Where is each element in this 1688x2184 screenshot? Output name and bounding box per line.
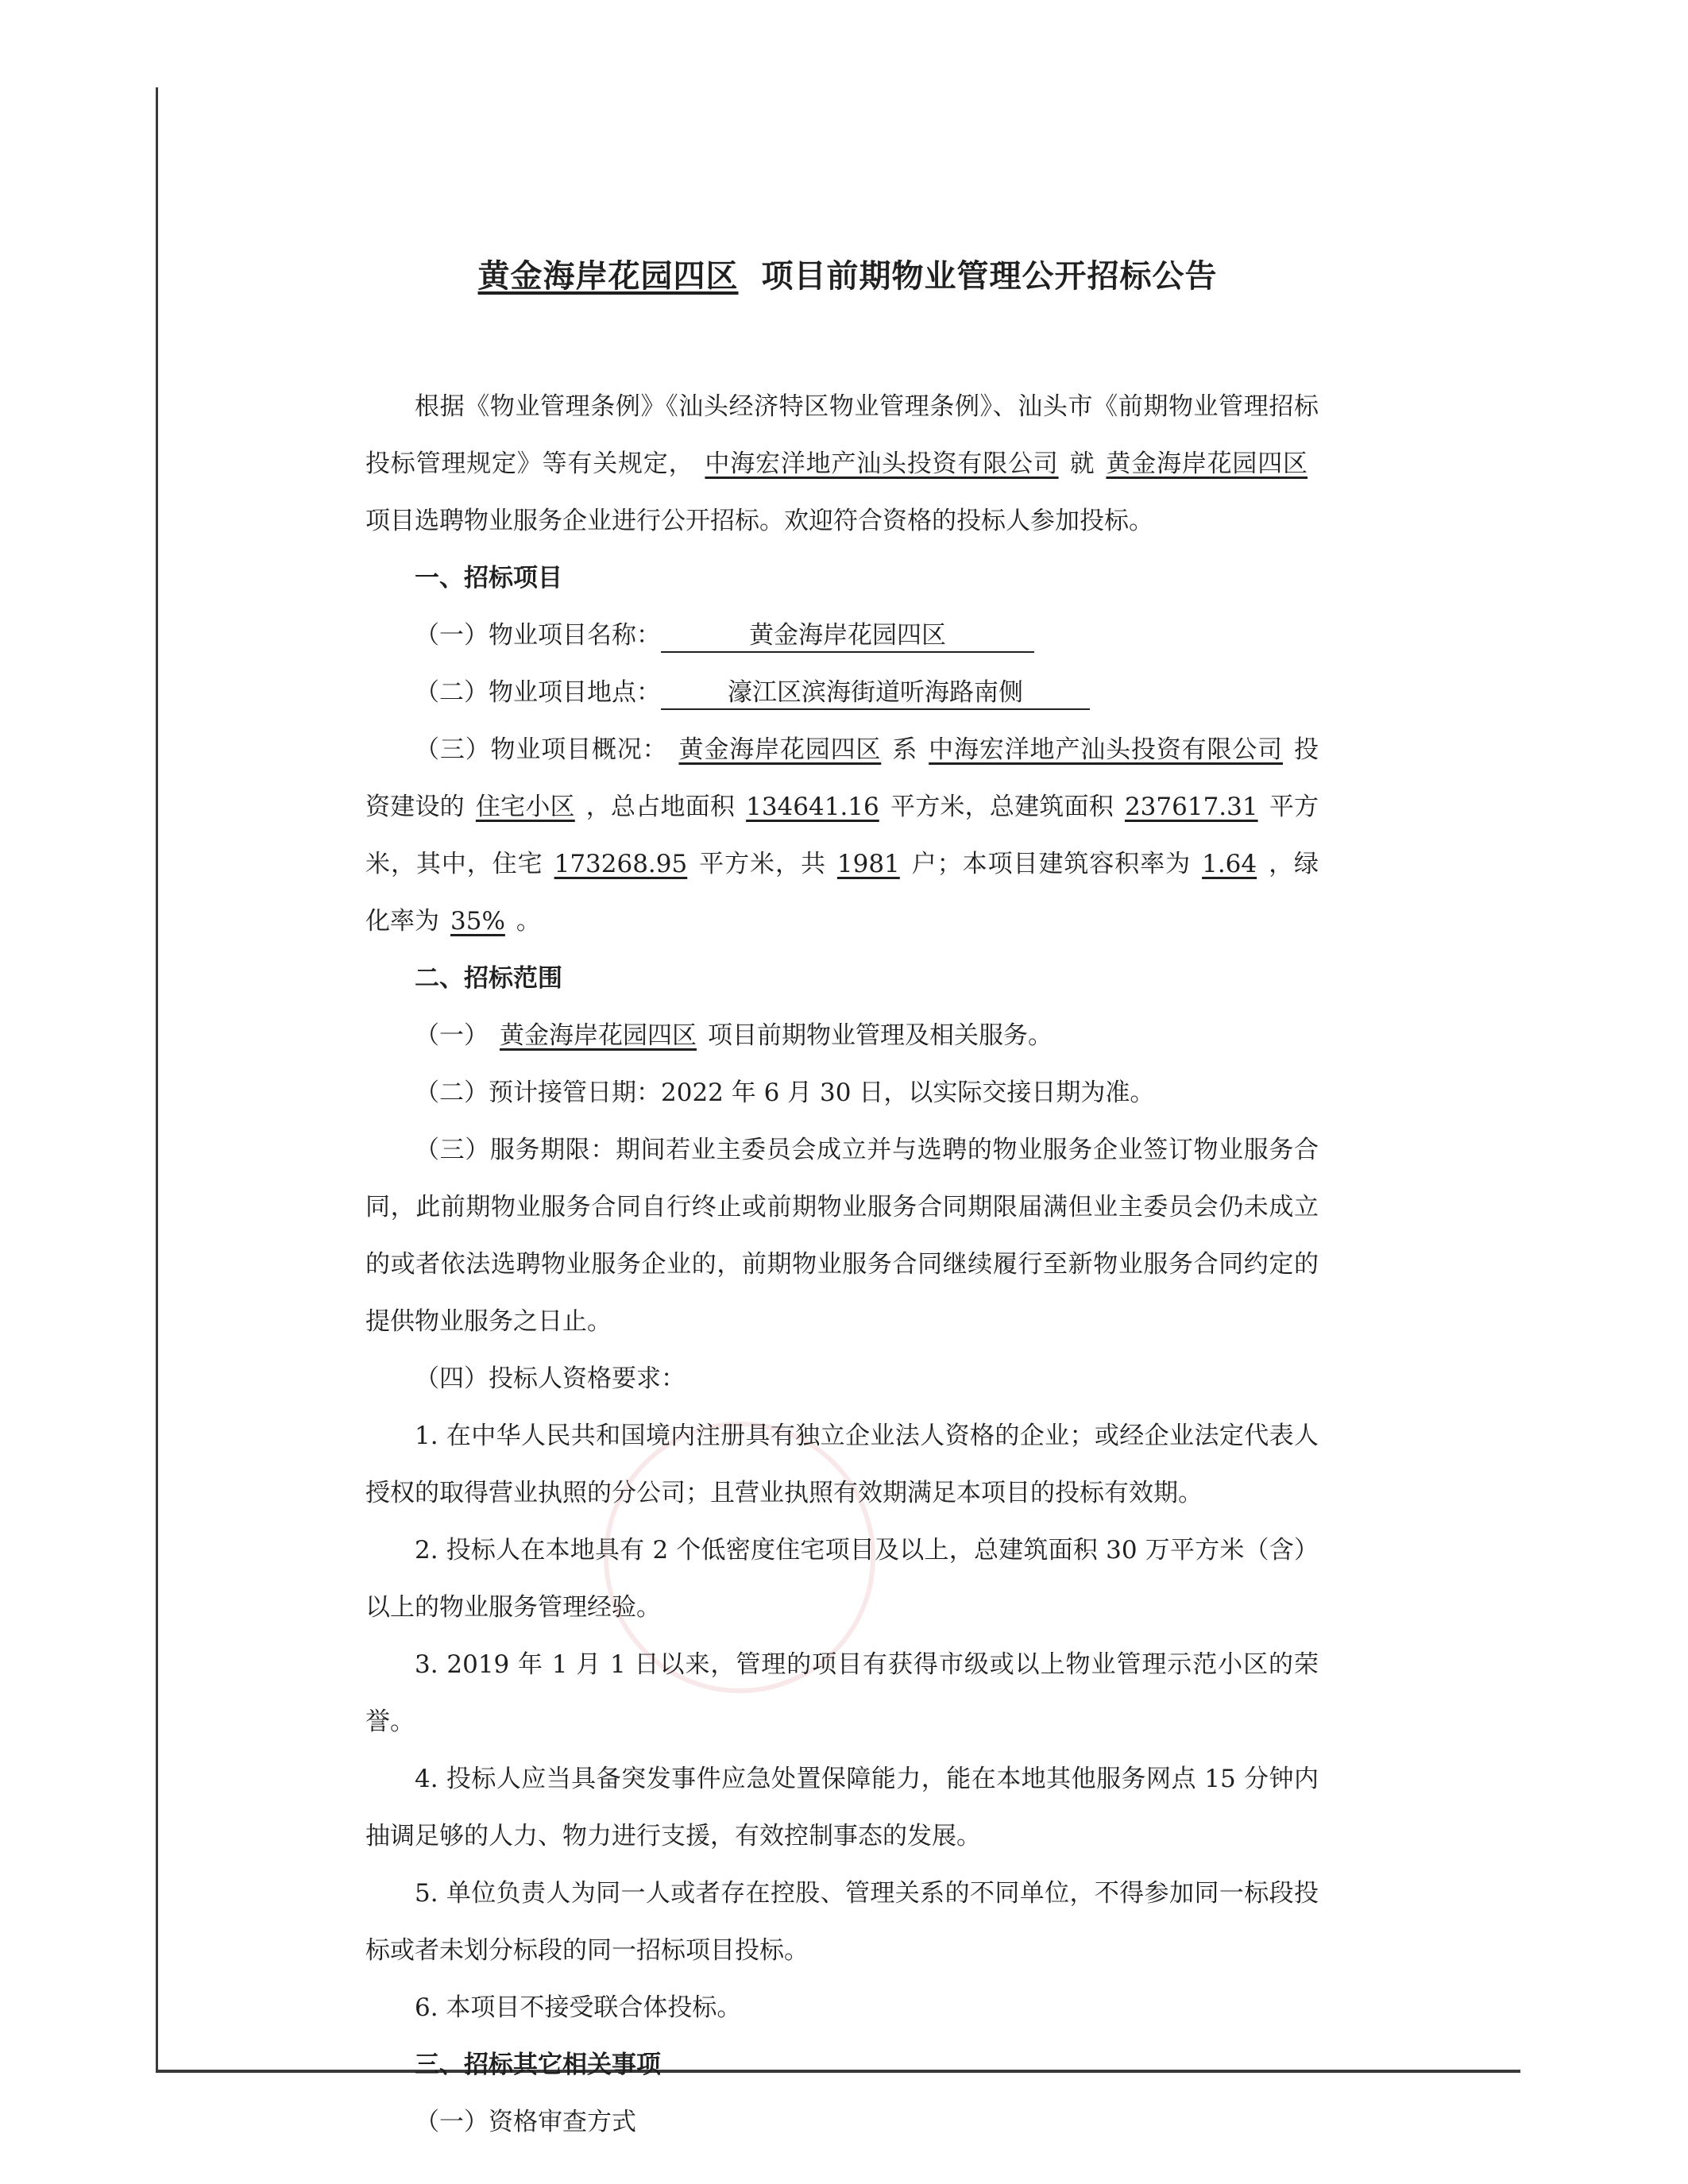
green-rate: 35% [450, 907, 505, 936]
project-name-label: （一）物业项目名称： [415, 621, 661, 650]
requirement-5: 5. 单位负责人为同一人或者存在控股、管理关系的不同单位，不得参加同一标段投标或者未划分标段的同一招标项目投标。 [365, 1879, 1319, 1965]
intro-paragraph [365, 378, 1319, 550]
scope-item-1-text: 项目前期物业管理及相关服务。 [708, 1021, 1053, 1050]
project-type: 住宅小区 [475, 793, 575, 821]
overview-text: 。 [516, 907, 541, 936]
overview-text: ，绿化率为 [365, 850, 1319, 936]
intro-project: 黄金海岸花园四区 [1106, 450, 1308, 478]
scope-item-4: （四）投标人资格要求： [415, 1364, 686, 1393]
section2-heading: 二、招标范围 [415, 964, 562, 993]
overview-text: 平方米，总建筑面积 [890, 793, 1114, 821]
scope-item-2: （二）预计接管日期：2022 年 6 月 30 日，以实际交接日期为准。 [415, 1078, 1155, 1107]
overview-text: 平方米，共 [698, 850, 826, 878]
section3-item-1: （一）资格审查方式 [415, 2108, 636, 2136]
overview-text: 户；本项目建筑容积率为 [910, 850, 1192, 878]
requirement-3: 3. 2019 年 1 月 1 日以来，管理的项目有获得市级或以上物业管理示范小区的荣誉。 [365, 1650, 1319, 1736]
requirement-1: 1. 在中华人民共和国境内注册具有独立企业法人资格的企业；或经企业法定代表人授权的取得营业执照的分公司；且营业执照有效期满足本项目的投标有效期。 [365, 1422, 1319, 1507]
title-project-name: 黄金海岸花园四区 [477, 258, 739, 295]
document-body [365, 254, 1319, 2151]
households: 1981 [836, 850, 900, 878]
project-name-line [365, 607, 1319, 664]
overview-text: 平方米，其中，住宅 [365, 793, 1319, 878]
residential-area: 173268.95 [554, 850, 688, 878]
scope-project: 黄金海岸花园四区 [500, 1021, 697, 1050]
overview-label: （三）物业项目概况： [415, 735, 668, 764]
scope-item-1-label: （一） [415, 1021, 489, 1050]
project-overview [365, 721, 1319, 950]
overview-text: 投资建设的 [365, 735, 1319, 821]
floor-area-ratio: 1.64 [1202, 850, 1257, 878]
title-rest: 项目前期物业管理公开招标公告 [761, 258, 1218, 295]
page-title [365, 254, 1319, 299]
project-name-value: 黄金海岸花园四区 [661, 619, 1034, 653]
overview-text: 系 [892, 735, 918, 764]
project-location-label: （二）物业项目地点： [415, 678, 661, 707]
intro-text-3: 项目选聘物业服务企业进行公开招标。欢迎符合资格的投标人参加投标。 [365, 507, 1153, 535]
project-location-line [365, 664, 1319, 721]
intro-text-2: 就 [1069, 450, 1095, 478]
intro-text-1: 根据《物业管理条例》《汕头经济特区物业管理条例》、汕头市《前期物业管理招标投标管理规定》等有关规定， [365, 392, 1319, 478]
section1-heading: 一、招标项目 [415, 564, 562, 592]
requirement-2: 2. 投标人在本地具有 2 个低密度住宅项目及以上，总建筑面积 30 万平方米（含）以上的物业服务管理经验。 [365, 1536, 1319, 1622]
overview-text: ，总占地面积 [585, 793, 736, 821]
land-area: 134641.16 [746, 793, 879, 821]
requirement-4: 4. 投标人应当具备突发事件应急处置保障能力，能在本地其他服务网点 15 分钟内抽调足够的人力、物力进行支援，有效控制事态的发展。 [365, 1765, 1319, 1850]
project-location-value: 濠江区滨海街道听海路南侧 [661, 677, 1090, 710]
requirement-6: 6. 本项目不接受联合体投标。 [415, 1993, 742, 2022]
building-area: 237617.31 [1124, 793, 1258, 821]
overview-company: 中海宏洋地产汕头投资有限公司 [929, 735, 1284, 764]
intro-company: 中海宏洋地产汕头投资有限公司 [705, 450, 1059, 478]
scope-item-1 [365, 1007, 1319, 1064]
section3-heading: 三、招标其它相关事项 [415, 2051, 661, 2079]
scope-item-3: （三）服务期限：期间若业主委员会成立并与选聘的物业服务企业签订物业服务合同，此前期物业服务合同自行终止或前期物业服务合同期限届满但业主委员会仍未成立的或者依法选聘物业服务企业的，前期物业服务合同继续履行至新物业服务合同约定的提供物业服务之日止。 [365, 1136, 1319, 1336]
overview-project: 黄金海岸花园四区 [678, 735, 882, 764]
scan-page-edge-left [156, 87, 158, 2073]
